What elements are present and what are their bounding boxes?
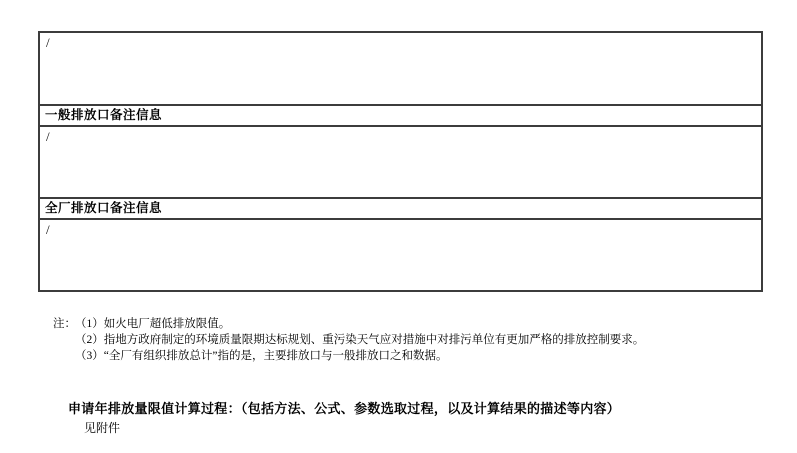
footnote-item-1: （1）如火电厂超低排放限值。 (75, 318, 231, 330)
footnotes-label: 注： (53, 318, 76, 330)
general-outlet-remarks-header (40, 104, 761, 125)
plant-outlet-remarks-cell (40, 218, 761, 290)
plant-outlet-remarks-header-label: 全厂排放口备注信息 (45, 201, 163, 215)
plant-outlet-remarks-header (40, 197, 761, 218)
outlet-remarks-table (38, 31, 763, 292)
remarks-value: / (46, 129, 50, 144)
footnote-item-3: （3）“全厂有组织排放总计”指的是，主要排放口与一般排放口之和数据。 (75, 350, 448, 362)
general-outlet-remarks-header-label: 一般排放口备注信息 (45, 108, 163, 122)
remarks-value: / (46, 35, 50, 50)
general-outlet-remarks-cell (40, 125, 761, 197)
footnotes-block (53, 316, 644, 364)
footnotes-list (75, 316, 644, 364)
remarks-value: / (46, 222, 50, 237)
footnote-item-2: （2）指地方政府制定的环境质量限期达标规划、重污染天气应对措施中对排污单位有更加严格的排放控制要求。 (75, 334, 645, 346)
previous-section-remarks-cell (40, 33, 761, 104)
calculation-process-heading: 申请年排放量限值计算过程：（包括方法、公式、参数选取过程，以及计算结果的描述等内容） (68, 401, 621, 416)
attachment-reference-text: 见附件 (84, 421, 121, 435)
